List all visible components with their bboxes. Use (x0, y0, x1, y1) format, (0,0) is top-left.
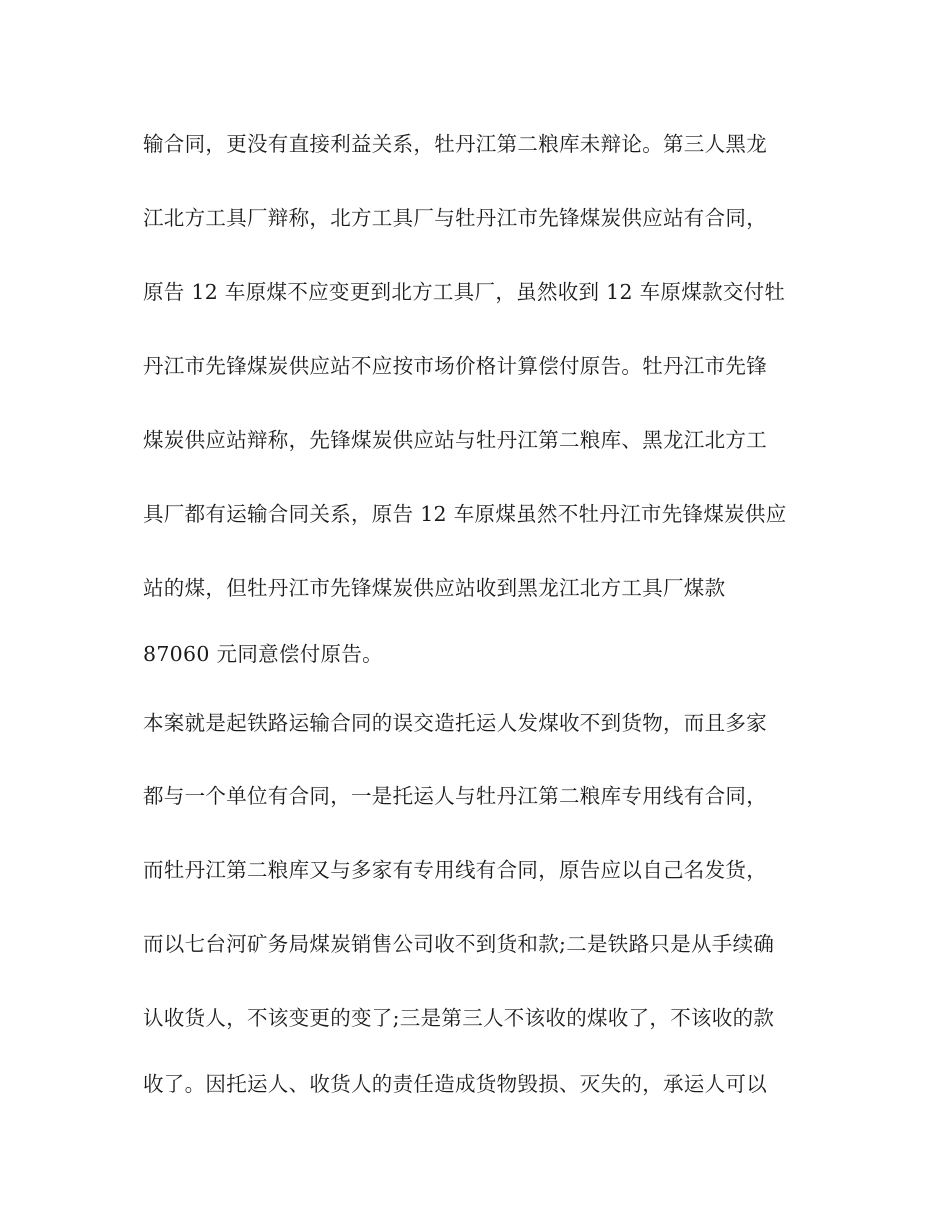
text-line-10: 都与一个单位有合同，一是托运人与牡丹江第二粮库专用线有合同， (143, 784, 767, 808)
text-line-11: 而牡丹江第二粮库又与多家有专用线有合同，原告应以自己名发货， (143, 858, 767, 882)
text-line-3: 原告 12 车原煤不应变更到北方工具厂，虽然收到 12 车原煤款交付牡 (143, 280, 786, 304)
text-line-6: 具厂都有运输合同关系，原告 12 车原煤虽然不牡丹江市先锋煤炭供应 (143, 502, 787, 526)
text-line-4: 丹江市先锋煤炭供应站不应按市场价格计算偿付原告。牡丹江市先锋 (143, 354, 767, 378)
text-line-7: 站的煤，但牡丹江市先锋煤炭供应站收到黑龙江北方工具厂煤款 (143, 576, 726, 600)
text-line-1: 输合同，更没有直接利益关系，牡丹江第二粮库未辩论。第三人黑龙 (143, 132, 767, 156)
text-line-13: 认收货人，不该变更的变了;三是第三人不该收的煤收了，不该收的款 (143, 1006, 775, 1030)
text-line-2: 江北方工具厂辩称，北方工具厂与牡丹江市先锋煤炭供应站有合同， (143, 206, 767, 230)
text-line-14: 收了。因托运人、收货人的责任造成货物毁损、灭失的，承运人可以 (143, 1072, 767, 1096)
text-line-12: 而以七台河矿务局煤炭销售公司收不到货和款;二是铁路只是从手续确 (143, 932, 775, 956)
text-line-8: 87060 元同意偿付原告。 (143, 642, 383, 666)
text-line-9: 本案就是起铁路运输合同的误交造托运人发煤收不到货物，而且多家 (143, 711, 767, 735)
text-line-5: 煤炭供应站辩称，先锋煤炭供应站与牡丹江第二粮库、黑龙江北方工 (143, 428, 767, 452)
